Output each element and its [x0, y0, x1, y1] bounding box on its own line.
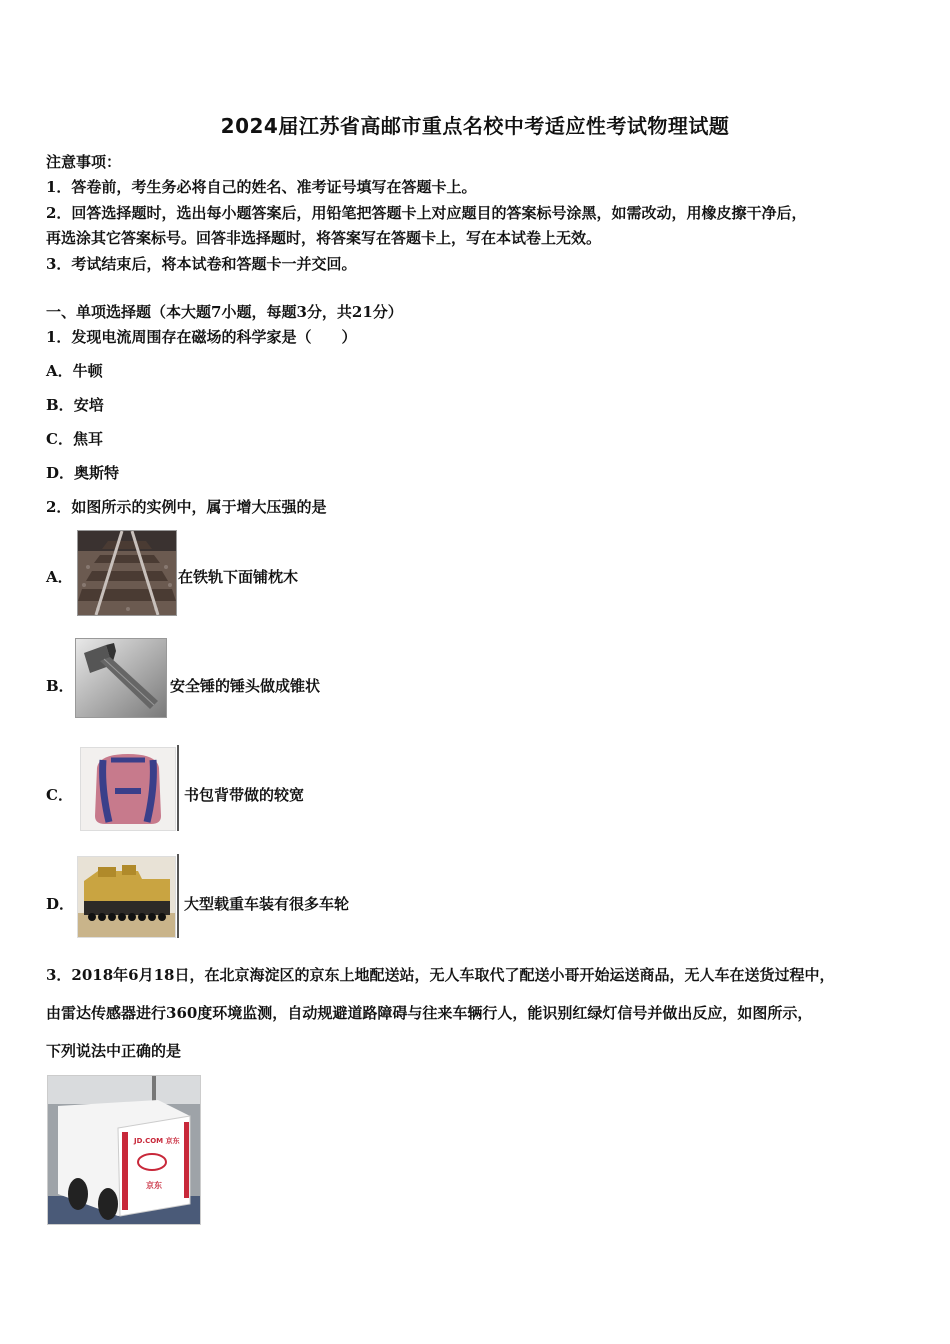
- delivery-robot-photo: [47, 1075, 201, 1225]
- option-letter: D．: [46, 464, 75, 482]
- robot-label-bottom: 京东: [146, 1181, 162, 1190]
- option-letter: A．: [46, 362, 73, 380]
- backpack-photo: [80, 747, 176, 831]
- option-letter: B．: [46, 396, 74, 414]
- question-3-line-3: 下列说法中正确的是: [46, 1042, 182, 1060]
- safety-hammer-photo: [75, 638, 167, 718]
- question-1-option-d: [46, 463, 119, 483]
- question-1-stem: 1．发现电流周围存在磁场的科学家是（ ）: [46, 328, 357, 346]
- notice-item-3: 3．考试结束后，将本试卷和答题卡一并交回。: [46, 255, 357, 273]
- page-title: 2024届江苏省高邮市重点名校中考适应性考试物理试题: [220, 114, 730, 138]
- question-3-line-2: 由雷达传感器进行360度环境监测，自动规避道路障碍与往来车辆行人，能识别红绿灯信号并做出反应，如图所示，: [46, 1004, 813, 1022]
- railway-track-photo: [77, 530, 177, 616]
- image-border-line: [177, 745, 179, 831]
- question-1-option-b: [46, 395, 104, 415]
- notice-item-2-cont: 再选涂其它答案标号。回答非选择题时，将答案写在答题卡上，写在本试卷上无效。: [46, 229, 602, 247]
- question-1-option-a: [46, 361, 103, 381]
- question-2-option-c-letter: C．: [46, 786, 73, 804]
- section-heading: 一、单项选择题（本大题7小题，每题3分，共21分）: [46, 303, 403, 321]
- question-2-option-a-text: 在铁轨下面铺枕木: [178, 568, 299, 586]
- question-2-option-d-text: 大型载重车装有很多车轮: [184, 895, 350, 913]
- notice-heading: 注意事项：: [46, 153, 122, 171]
- question-1-option-c: [46, 429, 103, 449]
- question-2-option-c-text: 书包背带做的较宽: [184, 786, 305, 804]
- option-text: 奥斯特: [74, 464, 120, 482]
- option-text: 焦耳: [72, 430, 103, 448]
- question-2-option-a-letter: A．: [46, 568, 73, 586]
- robot-label-top: JD.COM 京东: [134, 1137, 180, 1145]
- question-3-line-1: 3．2018年6月18日，在北京海淀区的京东上地配送站，无人车取代了配送小哥开始运送商品，无人车在送货过程中，: [46, 966, 835, 984]
- question-2-option-d-letter: D．: [46, 895, 75, 913]
- question-2-option-b-letter: B．: [46, 677, 74, 695]
- notice-item-2: 2．回答选择题时，选出每小题答案后，用铅笔把答题卡上对应题目的答案标号涂黑，如需改动，用橡皮擦干净后，: [46, 204, 807, 222]
- option-letter: C．: [46, 430, 73, 448]
- option-text: 牛顿: [72, 362, 103, 380]
- heavy-truck-photo: [77, 856, 176, 938]
- question-2-stem: 2．如图所示的实例中，属于增大压强的是: [46, 498, 327, 516]
- question-2-option-b-text: 安全锤的锤头做成锥状: [170, 677, 321, 695]
- option-text: 安培: [73, 396, 104, 414]
- notice-item-1: 1．答卷前，考生务必将自己的姓名、准考证号填写在答题卡上。: [46, 178, 477, 196]
- image-border-line: [177, 854, 179, 938]
